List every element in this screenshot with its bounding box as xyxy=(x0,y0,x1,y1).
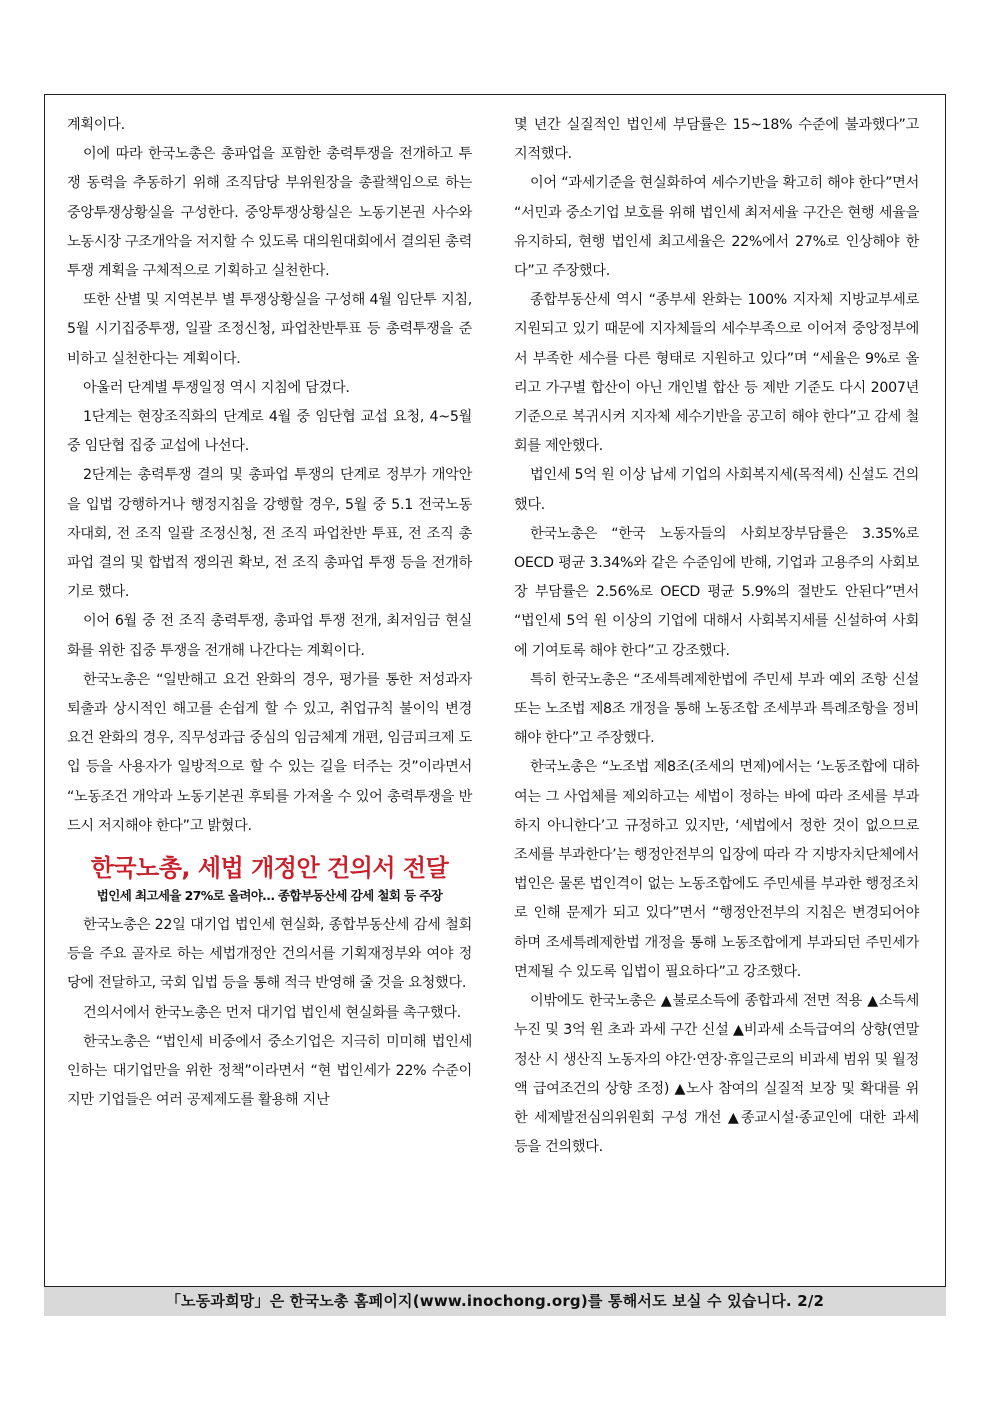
article-paragraph: 이어 6월 중 전 조직 총력투쟁, 총파업 투쟁 전개, 최저임금 현실화를 위한 집중 투쟁을 전개해 나간다는 계획이다. xyxy=(67,613,472,659)
right-column xyxy=(514,111,919,1162)
article-paragraph: 이어 “과세기준을 현실화하여 세수기반을 확고히 해야 한다”면서 “서민과 중소기업 보호를 위해 법인세 최저세율 구간은 현행 세율을 유지하되, 현행 법인세 최고세율은 22%에서 27%로 인상해야 한다”고 주장했다. xyxy=(514,175,919,280)
article-paragraph: 법인세 5억 원 이상 납세 기업의 사회복지세(목적세) 신설도 건의했다. xyxy=(514,467,919,513)
article-paragraph: 한국노총은 “일반해고 요건 완화의 경우, 평가를 통한 저성과자 퇴출과 상시적인 해고를 손쉽게 할 수 있고, 취업규칙 불이익 변경 요건 완화의 경우, 직무성과급 중심의 임금체계 개편, 임금피크제 도입 등을 사용자가 일방적으로 할 수 있는 길을 터주는 것”이라면서 “노동조건 개악과 노동기본권 후퇴를 가져올 수 있어 총력투쟁을 반드시 저지해야 한다”고 밝혔다. xyxy=(67,671,472,834)
page-frame xyxy=(44,94,946,1316)
article-headline: 한국노총, 세법 개정안 건의서 전달 xyxy=(90,854,449,883)
article-paragraph: 또한 산별 및 지역본부 별 투쟁상황실을 구성해 4월 임단투 지침, 5월 시기집중투쟁, 일괄 조정신청, 파업찬반투표 등 총력투쟁을 준비하고 실천한다는 계획이다. xyxy=(67,292,472,367)
article-subheadline: 법인세 최고세율 27%로 올려야… 종합부동산세 감세 철회 등 주장 xyxy=(96,888,443,904)
article-paragraph: 몇 년간 실질적인 법인세 부담률은 15~18% 수준에 불과했다”고 지적했다. xyxy=(514,117,919,163)
page-footer: 「노동과희망」은 한국노총 홈페이지(www.inochong.org)를 통해서도 보실 수 있습니다. 2/2 xyxy=(44,1286,946,1316)
article-paragraph: 특히 한국노총은 “조세특례제한법에 주민세 부과 예외 조항 신설 또는 노조법 제8조 개정을 통해 노동조합 조세부과 특례조항을 정비해야 한다”고 주장했다. xyxy=(514,671,919,747)
article-paragraph: 아울러 단계별 투쟁일정 역시 지침에 담겼다. xyxy=(83,379,350,396)
article-paragraph: 종합부동산세 역시 “종부세 완화는 100% 지자체 지방교부세로 지원되고 있기 때문에 지자체들의 세수부족으로 이어져 중앙정부에서 부족한 세수를 다른 형태로 지원하고 있다”며 “세율은 9%로 올리고 가구별 합산이 아닌 개인별 합산 등 제반 기준도 다시 2007년 기준으로 복귀시켜 지자체 세수기반을 공고히 해야 한다”고 감세 철회를 제안했다. xyxy=(514,292,919,455)
article-paragraph: 1단계는 현장조직화의 단계로 4월 중 임단협 교섭 요청, 4~5월 중 임단협 집중 교섭에 나선다. xyxy=(67,409,472,455)
article-paragraph: 한국노총은 “법인세 비중에서 중소기업은 지극히 미미해 법인세 인하는 대기업만을 위한 정책”이라면서 “현 법인세가 22% 수준이지만 기업들은 여러 공제제도를 활용해 지난 xyxy=(67,1033,472,1109)
article-paragraph: 이에 따라 한국노총은 총파업을 포함한 총력투쟁을 전개하고 투쟁 동력을 추동하기 위해 조직담당 부위원장을 총괄책임으로 하는 중앙투쟁상황실을 구성한다. 중앙투쟁상황실은 노동기본권 사수와 노동시장 구조개악을 저지할 수 있도록 대의원대회에서 결의된 총력투쟁 계획을 구체적으로 기획하고 실천한다. xyxy=(67,146,472,280)
article-paragraph: 한국노총은 “한국 노동자들의 사회보장부담률은 3.35%로 OECD 평균 3.34%와 같은 수준임에 반해, 기업과 고용주의 사회보장 부담률은 2.56%로 OECD 평균 5.9%의 절반도 안된다”면서 “법인세 5억 원 이상의 기업에 대해서 사회복지세를 신설하여 사회에 기여토록 해야 한다”고 강조했다. xyxy=(514,525,919,659)
article-paragraph: 2단계는 총력투쟁 결의 및 총파업 투쟁의 단계로 정부가 개악안을 입법 강행하거나 행정지침을 강행할 경우, 5월 중 5.1 전국노동자대회, 전 조직 일괄 조정신청, 전 조직 파업찬반 투표, 전 조직 총파업 결의 및 합법적 쟁의권 확보, 전 조직 총파업 투쟁 등을 전개하기로 했다. xyxy=(67,467,472,601)
article-paragraph: 한국노총은 22일 대기업 법인세 현실화, 종합부동산세 감세 철회 등을 주요 골자로 하는 세법개정안 건의서를 기획재정부와 여야 정당에 전달하고, 국회 입법 등을 통해 적극 반영해 줄 것을 요청했다. xyxy=(67,917,472,992)
left-column xyxy=(67,111,472,1116)
article-paragraph: 이밖에도 한국노총은 ▲불로소득에 종합과세 전면 적용 ▲소득세 누진 및 3억 원 초과 과세 구간 신설 ▲비과세 소득급여의 상향(연말정산 시 생산직 노동자의 야간·연장·휴일근로의 비과세 범위 및 월정액 급여조건의 상향 조정) ▲노사 참여의 실질적 보장 및 확대를 위한 세제발전심의위원회 구성 개선 ▲종교시설·종교인에 대한 과세 등을 건의했다. xyxy=(514,993,919,1156)
article-paragraph: 계획이다. xyxy=(67,117,125,133)
article-paragraph: 건의서에서 한국노총은 먼저 대기업 법인세 현실화를 촉구했다. xyxy=(83,1004,462,1021)
article-paragraph: 한국노총은 “노조법 제8조(조세의 면제)에서는 ‘노동조합에 대하여는 그 사업체를 제외하고는 세법이 정하는 바에 따라 조세를 부과하지 아니한다’고 규정하고 있지만, ‘세법에서 정한 것이 없으므로 조세를 부과한다’는 행정안전부의 입장에 따라 각 지방자치단체에서 법인은 물론 법인격이 없는 노동조합에도 주민세를 부과한 행정조치로 인해 문제가 되고 있다”면서 “행정안전부의 지침은 변경되어야 하며 조세특례제한법 개정을 통해 노동조합에게 부과되던 주민세가 면제될 수 있도록 입법이 필요하다”고 강조했다. xyxy=(514,759,919,980)
